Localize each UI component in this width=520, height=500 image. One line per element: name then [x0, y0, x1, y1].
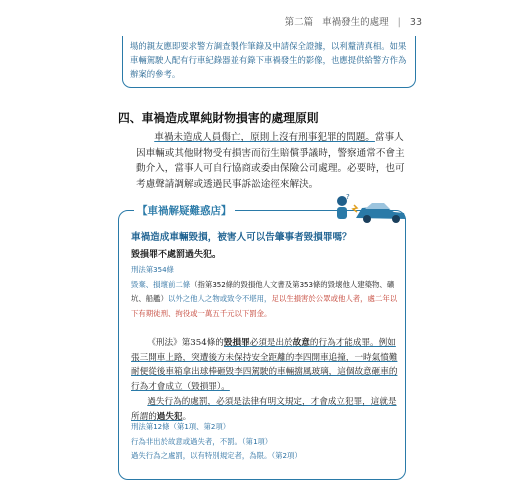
- section-title: 四、車禍造成單純財物損害的處理原則: [118, 111, 319, 125]
- law-354-heading: 刑法第354條: [131, 265, 174, 274]
- header-part: 第二篇: [284, 17, 314, 28]
- svg-text:?: ?: [346, 193, 350, 201]
- law-354-part2: 以外之他人之物或致令不堪用，: [167, 294, 272, 303]
- law-354-part3: 足以生損害於公眾或他人者，處二年以下有期徒刑、拘役或一萬五千元以下罰金。: [131, 294, 398, 318]
- para1-a: 《刑法》第354條的: [147, 338, 224, 348]
- page-number: 33: [409, 17, 422, 28]
- para1-d: 故意: [292, 338, 310, 348]
- car-crash-illustration: [332, 192, 410, 230]
- car-crash-icon: [332, 192, 410, 226]
- law-article-354: [131, 263, 399, 321]
- page-header: [285, 14, 422, 28]
- law-354-text: [131, 278, 399, 322]
- para1-e: 的行為才能成罪。例如張三開車上路，突遭後方未保持安全距離的李四開車追撞，一時氣憤難耐便從後車箱拿出球棒砸毀李四駕駛的車輛擋風玻璃，這個故意砸車的行為才會成立（毀損罪）。: [131, 338, 398, 392]
- paragraph-lead: 車禍未造成人員傷亡，原則上沒有刑事犯罪的問題。: [154, 132, 375, 143]
- continued-note-box: [122, 36, 416, 88]
- section-paragraph: [136, 130, 408, 192]
- para2-a: 過失行為的處罰，必須是法律有明文規定，才會成立犯罪，這就是所謂的: [131, 397, 397, 422]
- header-chapter: 車禍發生的處理: [322, 17, 389, 28]
- law-354-part1: 毀棄、損壞前二條: [131, 279, 191, 289]
- header-divider: |: [397, 17, 401, 28]
- paragraph-rest: 當事人因車輛或其他財物受有損害而衍生賠償爭議時，警察通常不會主動介入，當事人可自行協商或委由保險公司處理。必要時，也可考慮聲請調解或透過民事訴訟途徑來解決。: [136, 132, 405, 190]
- puzzled-person-icon: [337, 193, 350, 219]
- continued-note-text: 場的親友應即要求警方調查製作筆錄及申請保全證據，以利釐清真相。如果車輛駕駛人配有行車紀錄器並有錄下車禍發生的影像，也應提供給警方作為辦案的參考。: [130, 41, 407, 79]
- law-12-item2: 過失行為之處罰，以有特別規定者，為限。（第2項）: [131, 451, 302, 460]
- qa-box-tag: 【車禍解疑難惑店】: [134, 203, 235, 218]
- law-article-12: [131, 420, 399, 464]
- answer-title: 毀損罪不處罰過失犯。: [131, 250, 222, 260]
- law-354-note: （指第352條的毀損他人文書及第353條的毀壞他人建築物、礦坑、船艦）: [131, 279, 395, 303]
- para2-c: 。: [182, 411, 192, 422]
- law-12-item1: 行為非出於故意或過失者，不罰。（第1項）: [131, 436, 273, 446]
- qa-question: 車禍造成車輛毀損，被害人可以告肇事者毀損罪嗎？: [131, 232, 352, 243]
- para1-b: 毀損罪: [223, 338, 250, 348]
- explanation-paragraph-1: [131, 336, 399, 394]
- para2-b: 過失犯: [156, 411, 183, 422]
- para1-c: 必須是出於: [249, 338, 293, 348]
- law-12-heading: 刑法第12條（第1項、第2項）: [131, 422, 231, 431]
